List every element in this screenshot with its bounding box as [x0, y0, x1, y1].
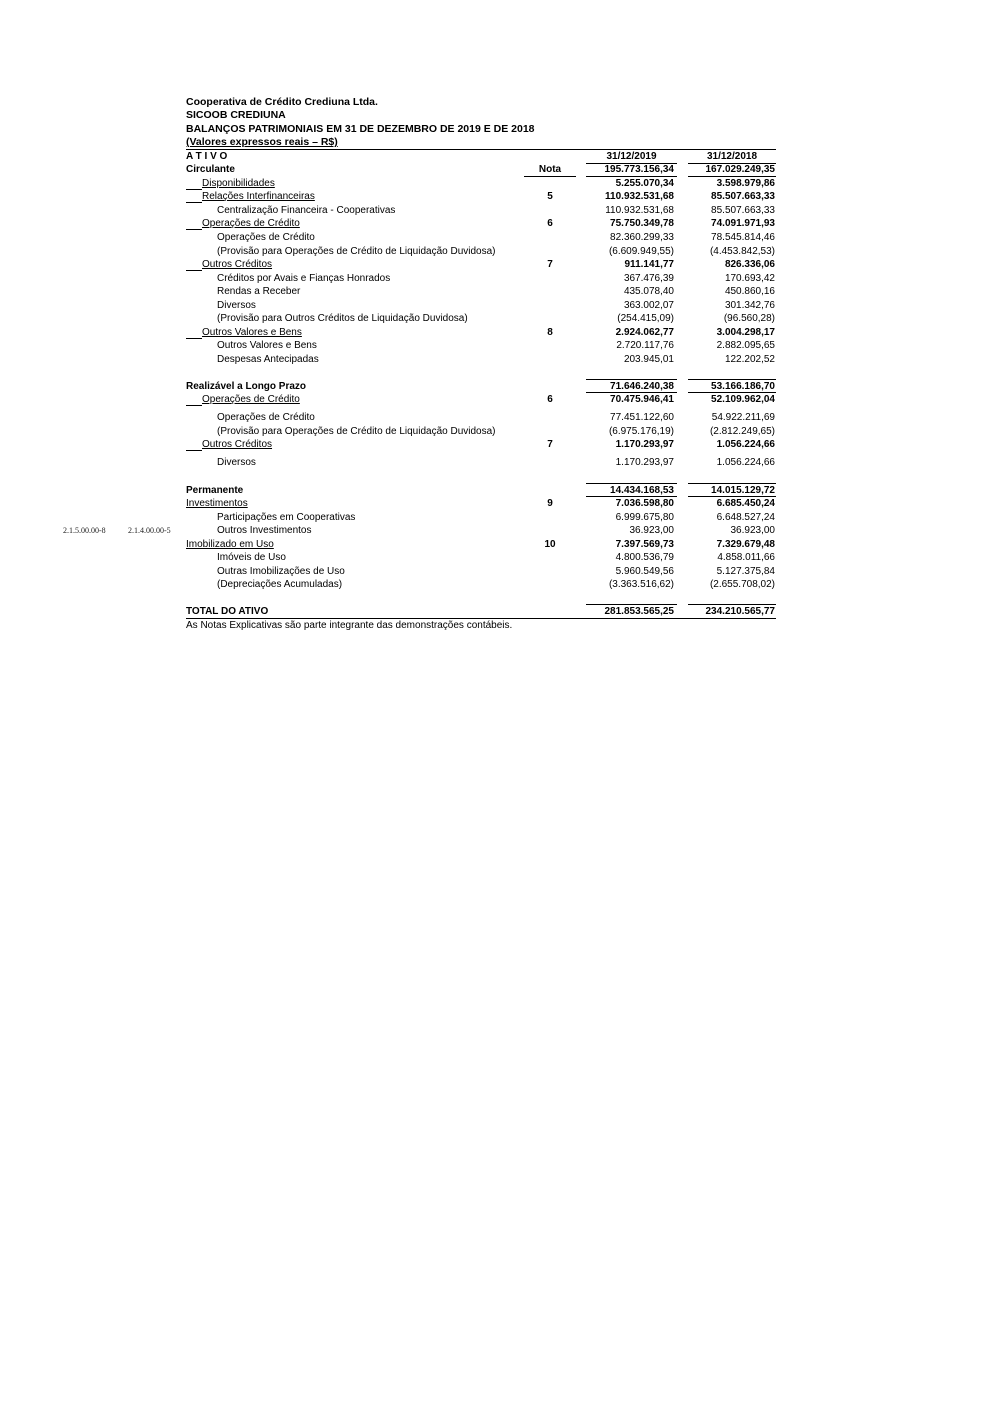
row-label: Operações de Crédito — [202, 218, 300, 229]
row-label: Outros Valores e Bens — [202, 327, 302, 338]
row-label: (Depreciações Acumuladas) — [217, 579, 343, 590]
table-row — [0, 204, 1000, 217]
table-row — [0, 299, 1000, 312]
table-row — [0, 177, 1000, 190]
value-2018: 5.127.375,84 — [716, 566, 775, 577]
value-2019: 911.141,77 — [624, 259, 674, 270]
value-2018: 52.109.962,04 — [711, 394, 775, 405]
value-2019: 1.170.293,97 — [615, 457, 674, 468]
table-row — [0, 339, 1000, 352]
company-name: Cooperativa de Crédito Crediuna Ltda. — [186, 96, 378, 108]
value-2018: 3.004.298,17 — [716, 327, 775, 338]
row-nota: 5 — [547, 191, 553, 202]
table-row — [0, 312, 1000, 325]
row-nota: 6 — [547, 218, 553, 229]
value-2019: 71.646.240,38 — [610, 381, 674, 392]
value-2018: 1.056.224,66 — [716, 439, 775, 450]
row-label: Realizável a Longo Prazo — [186, 381, 307, 392]
value-2018: 2.882.095,65 — [716, 340, 775, 351]
table-row — [0, 217, 1000, 230]
table-row — [0, 425, 1000, 438]
row-label: Outros Créditos — [202, 259, 273, 270]
row-label: Outras Imobilizações de Uso — [217, 566, 345, 577]
value-2018: 54.922.211,69 — [711, 412, 775, 423]
value-2019: 36.923,00 — [629, 525, 674, 536]
table-row — [0, 411, 1000, 424]
total-label: TOTAL DO ATIVO — [186, 606, 269, 617]
value-2018: 7.329.679,48 — [716, 539, 775, 550]
value-2018: (2.655.708,02) — [709, 579, 775, 590]
value-2019: 5.255.070,34 — [615, 178, 674, 189]
indent-rule — [186, 270, 202, 271]
table-row — [0, 393, 1000, 406]
account-code-2: 2.1.4.00.00-5 — [128, 526, 171, 535]
value-2019: 435.078,40 — [623, 286, 674, 297]
value-2018: (4.453.842,53) — [709, 246, 775, 257]
table-row — [0, 353, 1000, 366]
footnote: As Notas Explicativas são parte integrante das demonstrações contábeis. — [186, 620, 513, 631]
footnote-row — [0, 619, 1000, 632]
value-2019: (254.415,09) — [617, 313, 674, 324]
table-row — [0, 245, 1000, 258]
value-2019: 70.475.946,41 — [610, 394, 674, 405]
table-row — [0, 163, 1000, 176]
row-nota: 10 — [544, 539, 556, 550]
value-2018: 301.342,76 — [724, 300, 775, 311]
section-title-ativo: A T I V O — [186, 151, 228, 162]
value-2019: 4.800.536,79 — [615, 552, 674, 563]
row-label: (Provisão para Operações de Crédito de Liquidação Duvidosa) — [217, 426, 496, 437]
value-2018: 85.507.663,33 — [711, 191, 775, 202]
table-row — [0, 231, 1000, 244]
row-label: Outros Investimentos — [217, 525, 312, 536]
value-2019: (3.363.516,62) — [608, 579, 674, 590]
indent-rule — [186, 450, 202, 451]
value-2018: 6.685.450,24 — [716, 498, 775, 509]
value-2018: 122.202,52 — [724, 354, 775, 365]
row-label: Operações de Crédito — [202, 394, 300, 405]
row-nota: 6 — [547, 394, 553, 405]
total-value-2018: 234.210.565,77 — [705, 606, 775, 617]
row-nota: 7 — [547, 259, 553, 270]
row-label: Despesas Antecipadas — [217, 354, 319, 365]
value-2018: 74.091.971,93 — [711, 218, 775, 229]
value-2019: 2.924.062,77 — [615, 327, 674, 338]
row-nota: 8 — [547, 327, 553, 338]
currency-note: (Valores expressos reais – R$) — [186, 136, 338, 148]
row-label: Centralização Financeira - Cooperativas — [217, 205, 396, 216]
value-2018: 53.166.186,70 — [711, 381, 775, 392]
column-header-row — [0, 150, 1000, 163]
row-label: Operações de Crédito — [217, 412, 315, 423]
value-2019: 203.945,01 — [623, 354, 674, 365]
row-nota: 7 — [547, 439, 553, 450]
row-nota: 9 — [547, 498, 553, 509]
row-label: Créditos por Avais e Fianças Honrados — [217, 273, 391, 284]
indent-rule — [186, 229, 202, 230]
row-label: Circulante — [186, 164, 235, 175]
value-2018: 3.598.979,86 — [716, 178, 775, 189]
value-2019: 14.434.168,53 — [610, 485, 674, 496]
table-row — [0, 538, 1000, 551]
table-row — [0, 551, 1000, 564]
table-row — [0, 258, 1000, 271]
table-row — [0, 380, 1000, 393]
account-code-1: 2.1.5.00.00-8 — [63, 526, 106, 535]
value-2018: 450.860,16 — [724, 286, 775, 297]
value-2019: 77.451.122,60 — [610, 412, 674, 423]
value-2018: 167.029.249,35 — [705, 164, 775, 175]
row-label: Participações em Cooperativas — [217, 512, 356, 523]
table-row — [0, 285, 1000, 298]
value-2018: 78.545.814,46 — [711, 232, 775, 243]
table-row — [0, 272, 1000, 285]
value-2019: 75.750.349,78 — [610, 218, 674, 229]
value-2018: 1.056.224,66 — [716, 457, 775, 468]
value-2019: 2.720.117,76 — [616, 340, 674, 351]
row-label: Outros Créditos — [202, 439, 273, 450]
table-row — [0, 565, 1000, 578]
row-label: Investimentos — [186, 498, 248, 509]
table-row — [0, 524, 1000, 537]
row-label: Outros Valores e Bens — [217, 340, 317, 351]
table-row — [0, 190, 1000, 203]
row-label: Diversos — [217, 300, 256, 311]
indent-rule — [186, 202, 202, 203]
value-2019: (6.609.949,55) — [608, 246, 674, 257]
value-2018: 6.648.527,24 — [716, 512, 775, 523]
total-value-2019: 281.853.565,25 — [604, 606, 674, 617]
table-row — [0, 497, 1000, 510]
table-row — [0, 326, 1000, 339]
value-2019: 195.773.156,34 — [604, 164, 674, 175]
value-2019: (6.975.176,19) — [608, 426, 674, 437]
row-label: Imóveis de Uso — [217, 552, 286, 563]
row-label: Diversos — [217, 457, 256, 468]
statement-title: BALANÇOS PATRIMONIAIS EM 31 DE DEZEMBRO DE 2019 E DE 2018 — [186, 123, 535, 135]
value-2018: 36.923,00 — [730, 525, 775, 536]
value-2018: 4.858.011,66 — [717, 552, 775, 563]
row-label: Disponibilidades — [202, 178, 275, 189]
value-2019: 82.360.299,33 — [610, 232, 674, 243]
value-2018: 826.336,06 — [724, 259, 775, 270]
row-label: (Provisão para Outros Créditos de Liquidação Duvidosa) — [217, 313, 468, 324]
table-row — [0, 456, 1000, 469]
indent-rule — [186, 405, 202, 406]
row-label: Relações Interfinanceiras — [202, 191, 315, 202]
total-row — [0, 605, 1000, 618]
row-label: (Provisão para Operações de Crédito de Liquidação Duvidosa) — [217, 246, 496, 257]
value-2019: 7.397.569,73 — [615, 539, 674, 550]
column-header-2019: 31/12/2019 — [606, 151, 657, 162]
row-label: Rendas a Receber — [217, 286, 301, 297]
row-label: Operações de Crédito — [217, 232, 315, 243]
system-name: SICOOB CREDIUNA — [186, 109, 286, 121]
value-2019: 363.002,07 — [623, 300, 674, 311]
value-2019: 110.932.531,68 — [605, 191, 674, 202]
row-label: Permanente — [186, 485, 244, 496]
table-row — [0, 438, 1000, 451]
value-2019: 7.036.598,80 — [615, 498, 674, 509]
table-row — [0, 511, 1000, 524]
value-2019: 110.932.531,68 — [605, 205, 674, 216]
column-header-2018: 31/12/2018 — [706, 151, 758, 162]
value-2018: 170.693,42 — [724, 273, 775, 284]
value-2018: (96.560,28) — [723, 313, 775, 324]
value-2019: 367.476,39 — [623, 273, 674, 284]
value-2019: 5.960.549,56 — [615, 566, 674, 577]
value-2018: (2.812.249,65) — [709, 426, 775, 437]
value-2018: 85.507.663,33 — [711, 205, 775, 216]
nota-column-header: Nota — [538, 164, 562, 175]
value-2019: 1.170.293,97 — [615, 439, 674, 450]
table-row — [0, 484, 1000, 497]
value-2018: 14.015.129,72 — [711, 485, 775, 496]
table-row — [0, 578, 1000, 591]
value-2019: 6.999.675,80 — [615, 512, 674, 523]
row-label: Imobilizado em Uso — [186, 539, 274, 550]
